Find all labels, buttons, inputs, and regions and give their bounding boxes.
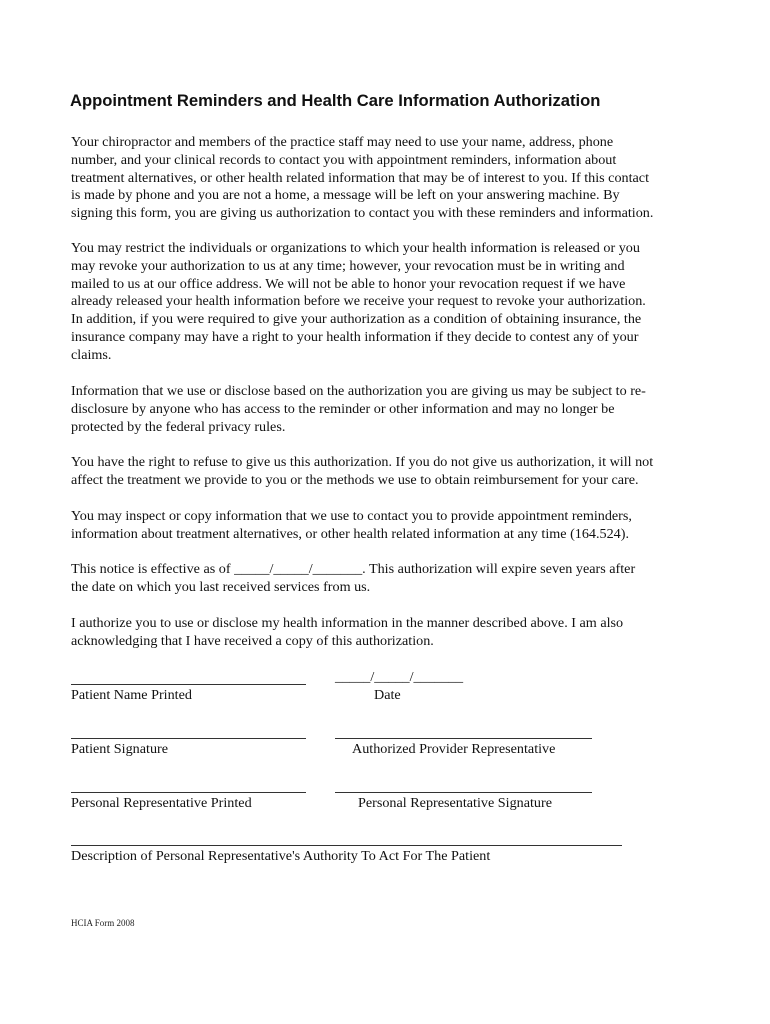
text-line: Your chiropractor and members of the practice staff may need to use your name, address, phone: [71, 134, 614, 150]
paragraph-inspect-copy: [71, 508, 711, 544]
authority-description-label: Description of Personal Representative's Authority To Act For The Patient: [71, 848, 491, 864]
patient-signature-line[interactable]: [71, 738, 306, 739]
text-line: mailed to us at our office address. We will not be able to honor your revocation request if we have: [71, 275, 626, 292]
personal-rep-signature-line[interactable]: [335, 792, 592, 793]
text-line: You have the right to refuse to give us this authorization. If you do not give us authorization, it will not: [71, 454, 654, 470]
text-line: signing this form, you are giving us authorization to contact you with these reminders and information.: [71, 205, 654, 222]
personal-rep-signature-label: Personal Representative Signature: [358, 795, 552, 811]
text-line: disclosure by anyone who has access to the reminder or other information and may no longer be: [71, 400, 615, 417]
text-line: You may restrict the individuals or organizations to which your health information is released or you: [71, 240, 640, 256]
date-label: Date: [374, 687, 401, 703]
authorized-provider-line[interactable]: [335, 738, 592, 739]
text-line: protected by the federal privacy rules.: [71, 418, 286, 435]
text-line: already released your health information before we receive your request to revoke your authorization.: [71, 293, 646, 310]
paragraph-authorization-statement: [71, 615, 711, 651]
form-footer: HCIA Form 2008: [71, 918, 135, 928]
personal-rep-printed-label: Personal Representative Printed: [71, 795, 252, 811]
personal-rep-printed-line[interactable]: [71, 792, 306, 793]
text-line: affect the treatment we provide to you or the methods we use to obtain reimbursement for your care.: [71, 471, 639, 488]
paragraph-redisclosure: [71, 383, 711, 436]
document-title: Appointment Reminders and Health Care Information Authorization: [70, 91, 601, 110]
text-line: number, and your clinical records to contact you with appointment reminders, information about: [71, 151, 617, 168]
patient-name-label: Patient Name Printed: [71, 687, 192, 703]
text-line: Information that we use or disclose based on the authorization you are giving us may be subject to re-: [71, 383, 646, 399]
text-line: You may inspect or copy information that we use to contact you to provide appointment reminders,: [71, 508, 632, 524]
text-line: This notice is effective as of _____/_____/_______. This authorization will expire seven years after: [71, 561, 636, 577]
text-line: is made by phone and you are not a home, a message will be left on your answering machine. By: [71, 187, 620, 204]
text-line: acknowledging that I have received a copy of this authorization.: [71, 632, 434, 649]
text-line: I authorize you to use or disclose my health information in the manner described above. I am also: [71, 615, 624, 631]
paragraph-staff-contact: [71, 134, 711, 223]
text-line: In addition, if you were required to give your authorization as a condition of obtaining insurance, the: [71, 311, 642, 328]
patient-name-line[interactable]: [71, 684, 306, 685]
text-line: insurance company may have a right to your health information if they decide to contest any of your: [71, 328, 639, 345]
authorized-provider-label: Authorized Provider Representative: [352, 741, 556, 757]
paragraph-restrict-revoke: [71, 240, 711, 365]
text-line: treatment alternatives, or other health related information that may be of interest to you. If this contact: [71, 169, 649, 186]
text-line: the date on which you last received services from us.: [71, 578, 371, 595]
text-line: information about treatment alternatives, or other health related information at any time (164.524).: [71, 525, 629, 542]
authority-description-line[interactable]: [71, 845, 622, 846]
paragraph-effective-date: [71, 561, 711, 597]
text-line: claims.: [71, 346, 112, 363]
text-line: may revoke your authorization to us at any time; however, your revocation must be in writing and: [71, 257, 625, 274]
date-field[interactable]: _____/_____/_______: [335, 669, 464, 685]
paragraph-right-to-refuse: [71, 454, 711, 490]
patient-signature-label: Patient Signature: [71, 741, 169, 757]
